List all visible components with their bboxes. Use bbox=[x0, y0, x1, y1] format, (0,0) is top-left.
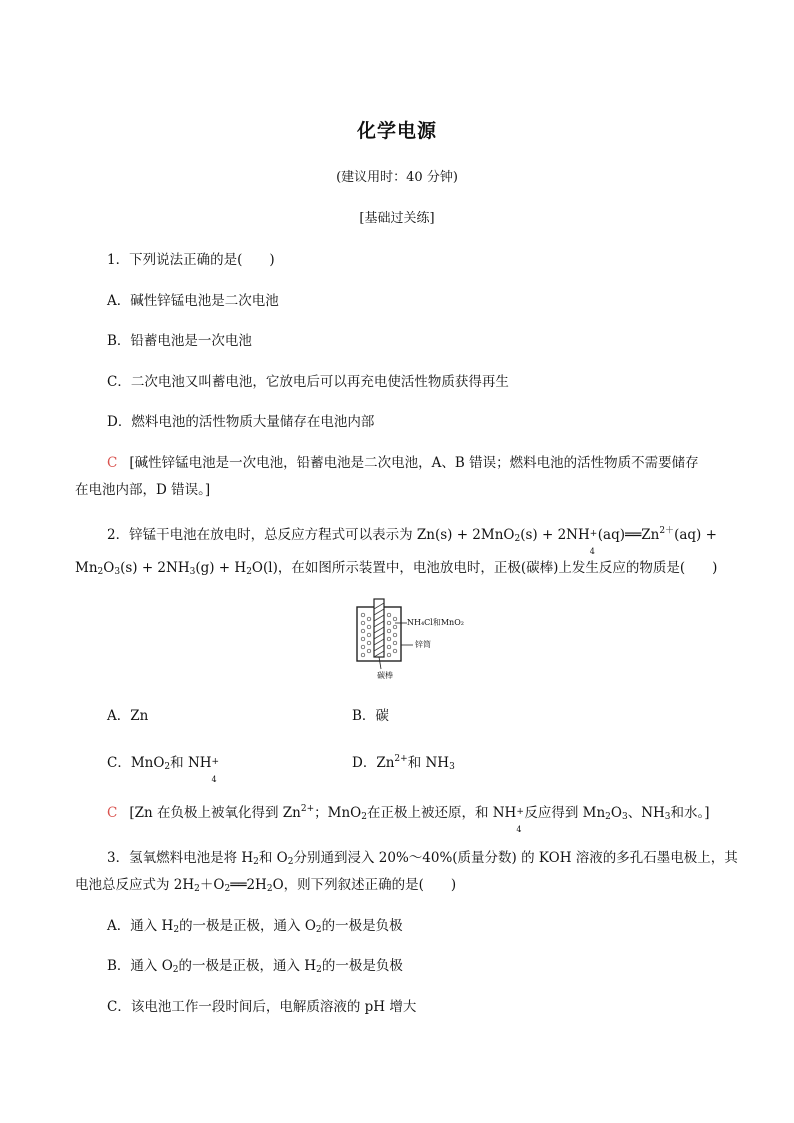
q1-option-a: A．碱性锌锰电池是二次电池 bbox=[107, 293, 279, 309]
figure-label-paste: NH₄Cl和MnO₂ bbox=[407, 618, 464, 627]
q3-option-b: B．通入 $O_2$的一极是正极，通入 $H_2$的一极是负极 bbox=[107, 958, 403, 975]
q3-option-a: A．通入 $H_2$的一极是正极，通入 $O_2$的一极是负极 bbox=[107, 918, 403, 935]
figure-label-zinc-can: 锌筒 bbox=[415, 640, 431, 649]
q3-stem-line2: 电池总反应式为 $2H_2+O_2══2H_2O$，则下列叙述正确的是( ) bbox=[75, 877, 457, 894]
q1-explanation-2: 在电池内部，D 错误。] bbox=[75, 482, 211, 498]
q1-stem: 1．下列说法正确的是( ) bbox=[107, 252, 275, 268]
q1-answer bbox=[107, 451, 699, 471]
dry-cell-diagram bbox=[355, 593, 475, 683]
dry-cell-figure bbox=[355, 593, 475, 683]
page-title: 化学电源 bbox=[356, 120, 437, 142]
q1-option-c: C．二次电池又叫蓄电池，它放电后可以再充电使活性物质获得再生 bbox=[107, 374, 509, 390]
q2-stem-line2: $Mn_2O_3(s) + 2NH_3(g) + H_2O(l)$，在如图所示装置中，电池放电时，正极(碳棒)上发生反应的物质是( ) bbox=[75, 560, 718, 577]
figure-label-carbon-rod: 碳棒 bbox=[377, 671, 393, 680]
q2-stem-line1: 2．锌锰干电池在放电时，总反应方程式可以表示为 Zn(s) + 2MnO$_2$(s) + 2NH + 4 $(aq)══Zn^{2+}(aq)$ + bbox=[107, 526, 717, 556]
q2-option-a: A．Zn bbox=[107, 708, 149, 724]
q2-answer: C [Zn 在负极上被氧化得到 $Zn^{2+}$；MnO$_2$在正极上被还原，和 NH + 4 反应得到 $Mn_2O_3$、$NH_3$和水。] bbox=[107, 804, 710, 834]
q3-option-c: C．该电池工作一段时间后，电解质溶液的 pH 增大 bbox=[107, 999, 417, 1015]
q2-option-b: B．碳 bbox=[352, 708, 389, 724]
q1-explanation-1: [碱性锌锰电池是一次电池，铅蓄电池是二次电池，A、B 错误；燃料电池的活性物质不需要储存 bbox=[129, 455, 699, 471]
q1-option-b: B．铅蓄电池是一次电池 bbox=[107, 333, 252, 349]
q2-option-c: C．MnO$_2$和 NH + 4 bbox=[107, 755, 220, 784]
q1-answer-letter: C bbox=[107, 455, 118, 471]
section-heading: [基础过关练] bbox=[359, 211, 435, 226]
q2-option-d: D．$Zn^{2+}$和 $NH_3$ bbox=[352, 754, 455, 772]
q1-option-d: D．燃料电池的活性物质大量储存在电池内部 bbox=[107, 414, 375, 430]
time-hint: (建议用时：40 分钟) bbox=[336, 170, 458, 185]
q2-answer-letter: C bbox=[107, 805, 118, 821]
q3-stem-line1: 3．氢氧燃料电池是将 $H_2$和 $O_2$分别通到浸入 20%～40%(质量分数) 的 KOH 溶液的多孔石墨电极上，其 bbox=[107, 850, 738, 867]
